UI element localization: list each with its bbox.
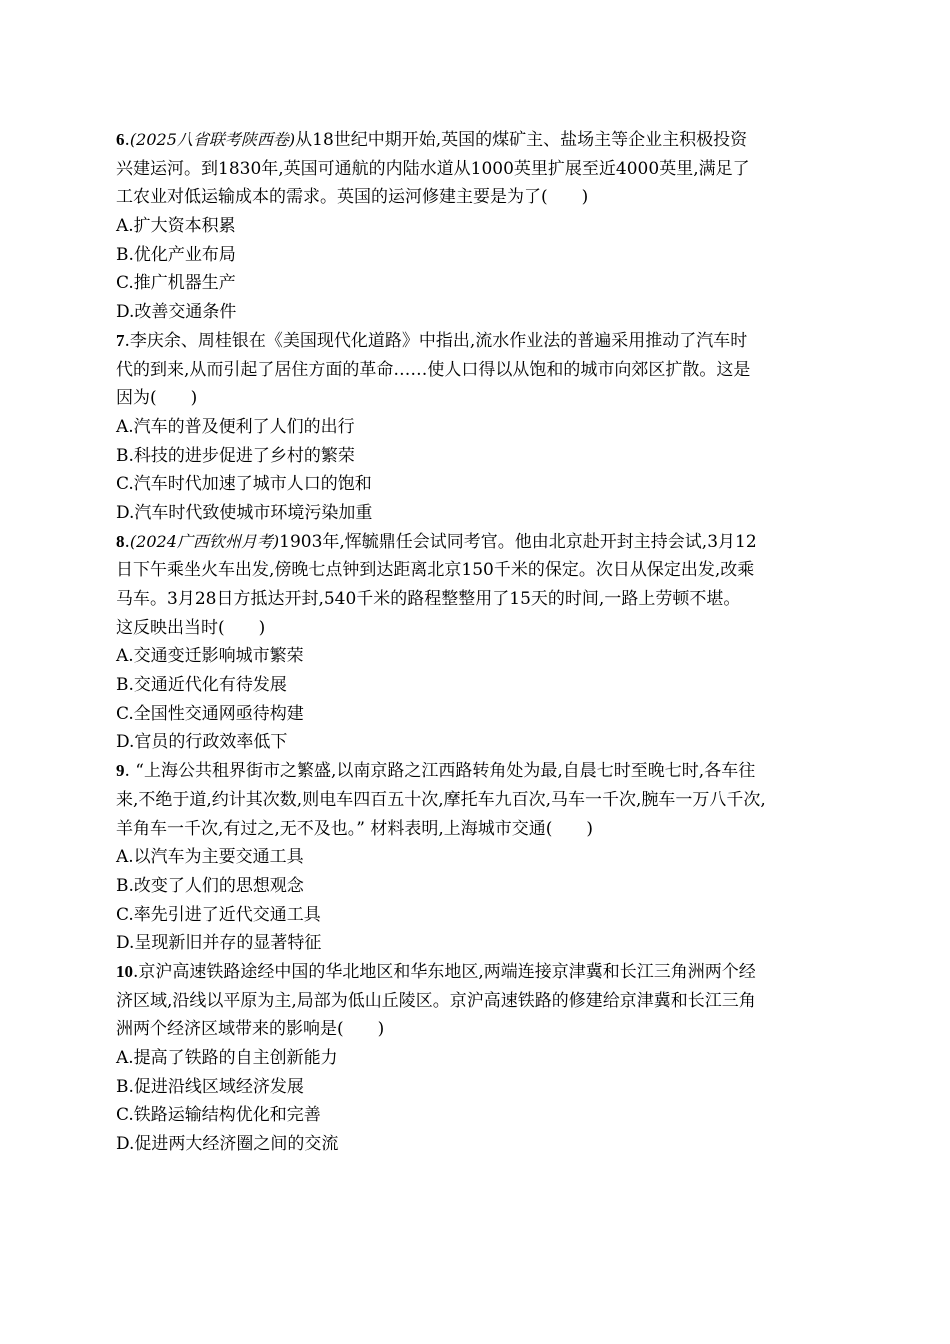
question-8-line-3: 马车。3月28日方抵达开封,540千米的路程整整用了15天的时间,一路上劳顿不堪。 [116,589,741,609]
option-d: D.呈现新旧并存的显著特征 [116,933,322,954]
option-d: D.促进两大经济圈之间的交流 [116,1134,339,1155]
option-d: D.官员的行政效率低下 [116,732,288,753]
question-text: .李庆余、周桂银在《美国现代化道路》中指出,流水作业法的普遍采用推动了汽车时 [124,330,748,351]
question-9 [116,757,836,958]
option-a: A.扩大资本积累 [116,216,236,237]
option-c: C.率先引进了近代交通工具 [116,904,321,925]
question-text: 从18世纪中期开始,英国的煤矿主、盐场主等企业主积极投资 [295,130,748,150]
question-number: 8 [116,531,125,551]
question-8-line-4: 这反映出当时( ) [116,617,266,638]
question-text: . “上海公共租界街市之繁盛,以南京路之江西路转角处为最,自晨七时至晚七时,各车往 [124,761,756,782]
question-10 [116,958,836,1159]
question-number: 6 [116,130,125,149]
option-b: B.促进沿线区域经济发展 [116,1076,304,1097]
question-6-line-1 [116,126,836,155]
option-b: B.交通近代化有待发展 [116,675,287,696]
question-8-line-1 [116,528,836,557]
option-b: B.科技的进步促进了乡村的繁荣 [116,445,355,466]
question-source: (2024广西钦州月考) [129,531,280,551]
question-7-line-1 [116,327,836,356]
question-10-line-2: 济区域,沿线以平原为主,局部为低山丘陵区。京沪高速铁路的修建给京津冀和长江三角 [116,990,756,1011]
option-a: A.汽车的普及便利了人们的出行 [116,416,355,437]
question-source: (2025八省联考陕西卷) [129,130,296,149]
question-7 [116,327,836,528]
option-a: A.提高了铁路的自主创新能力 [116,1048,338,1068]
question-text: 1903年,恽毓鼎任会试同考官。他由北京赴开封主持会试,3月12 [279,531,757,552]
question-6-line-3: 工农业对低运输成本的需求。英国的运河修建主要是为了( ) [116,187,589,208]
question-sheet [116,126,836,1159]
question-6-line-2: 兴建运河。到1830年,英国可通航的内陆水道从1000英里扩展至近4000英里,满足了 [116,158,750,179]
question-7-line-3: 因为( ) [116,388,198,409]
question-dot: . [124,531,130,552]
question-8 [116,528,836,758]
option-a: A.交通变迁影响城市繁荣 [116,646,304,667]
option-b: B.优化产业布局 [116,244,236,265]
question-9-line-3: 羊角车一千次,有过之,无不及也。” 材料表明,上海城市交通( ) [116,818,594,839]
option-b: B.改变了人们的思想观念 [116,875,304,896]
question-7-line-2: 代的到来,从而引起了居住方面的革命……使人口得以从饱和的城市向郊区扩散。这是 [116,359,751,380]
option-c: C.推广机器生产 [116,273,236,294]
option-c: C.铁路运输结构优化和完善 [116,1105,321,1126]
option-d: D.改善交通条件 [116,302,237,323]
question-6 [116,126,836,327]
question-9-line-1 [116,757,836,786]
option-d: D.汽车时代致使城市环境污染加重 [116,502,373,523]
question-number: 10 [116,961,133,981]
question-10-line-1 [116,958,836,987]
question-dot: . [124,130,130,150]
option-c: C.汽车时代加速了城市人口的饱和 [116,474,372,495]
question-number: 7 [116,330,125,350]
question-10-line-3: 洲两个经济区域带来的影响是( ) [116,1019,385,1040]
question-9-line-2: 来,不绝于道,约计其次数,则电车四百五十次,摩托车九百次,马车一千次,腕车一万八千次, [116,789,766,810]
option-c: C.全国性交通网亟待构建 [116,703,304,724]
question-text: .京沪高速铁路途经中国的华北地区和华东地区,两端连接京津冀和长江三角洲两个经 [133,961,756,982]
question-8-line-2: 日下午乘坐火车出发,傍晚七点钟到达距离北京150千米的保定。次日从保定出发,改乘 [116,560,755,581]
option-a: A.以汽车为主要交通工具 [116,847,304,868]
question-number: 9 [116,761,125,781]
